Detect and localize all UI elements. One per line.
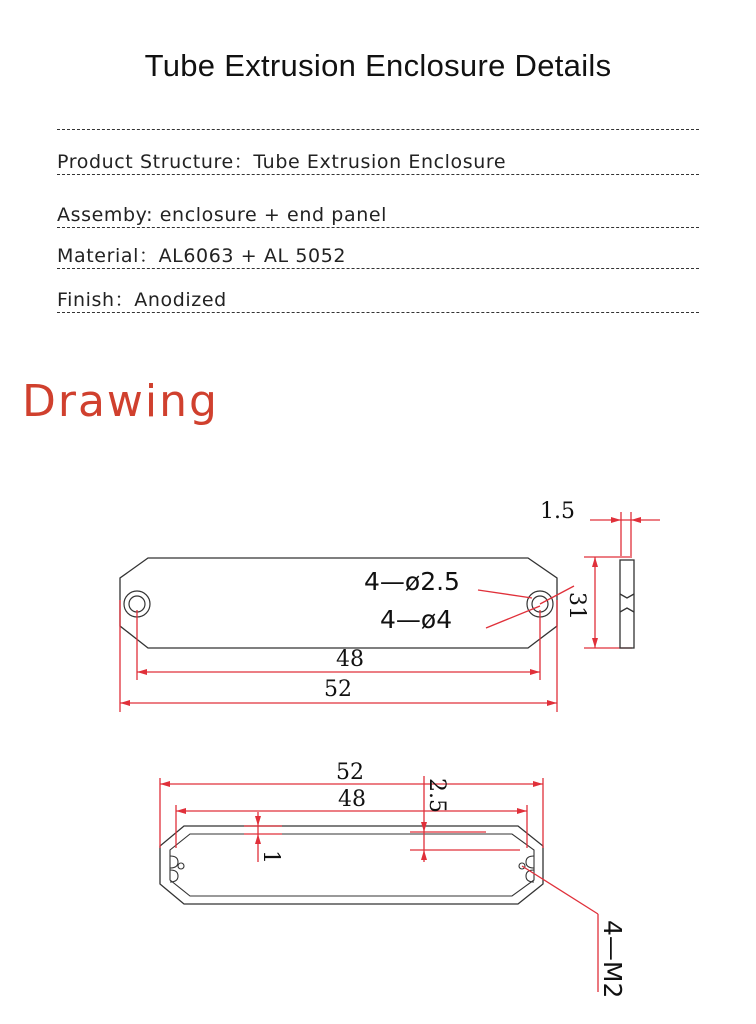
hole-callout-4: 4—ø4: [380, 605, 453, 634]
dim-label-1: 1: [258, 850, 283, 864]
spec-finish: Finish：Anodized: [57, 288, 699, 313]
drawing-heading: Drawing: [22, 376, 219, 427]
screw-slot-left: [170, 856, 184, 882]
dim-label-31: 31: [564, 592, 589, 620]
page-title: Tube Extrusion Enclosure Details: [144, 48, 612, 83]
spec-material: Material：AL6063 + AL 5052: [57, 244, 699, 269]
hole-callout-2-5: 4—ø2.5: [364, 567, 460, 596]
thread-callout-m2: 4—M2: [598, 920, 627, 999]
extrusion-outer-outline: [160, 826, 543, 904]
dim-label-thickness: 1.5: [540, 499, 575, 524]
dim-label-2-5: 2.5: [424, 778, 449, 813]
dim-label-52-top: 52: [324, 677, 352, 702]
end-panel-side-view: [620, 560, 634, 648]
extrusion-profile-drawing: [160, 760, 627, 998]
dim-label-52-bottom: 52: [336, 760, 364, 785]
dim-label-48-bottom: 48: [338, 787, 366, 812]
spec-assembly: Assemby: enclosure + end panel: [57, 203, 699, 228]
end-panel-outline: [120, 558, 557, 648]
spec-product-structure: Product Structure：Tube Extrusion Enclosure: [57, 150, 699, 175]
end-panel-drawing: [120, 499, 660, 712]
dim-label-48-top: 48: [336, 647, 364, 672]
extrusion-inner-outline: [170, 834, 534, 896]
